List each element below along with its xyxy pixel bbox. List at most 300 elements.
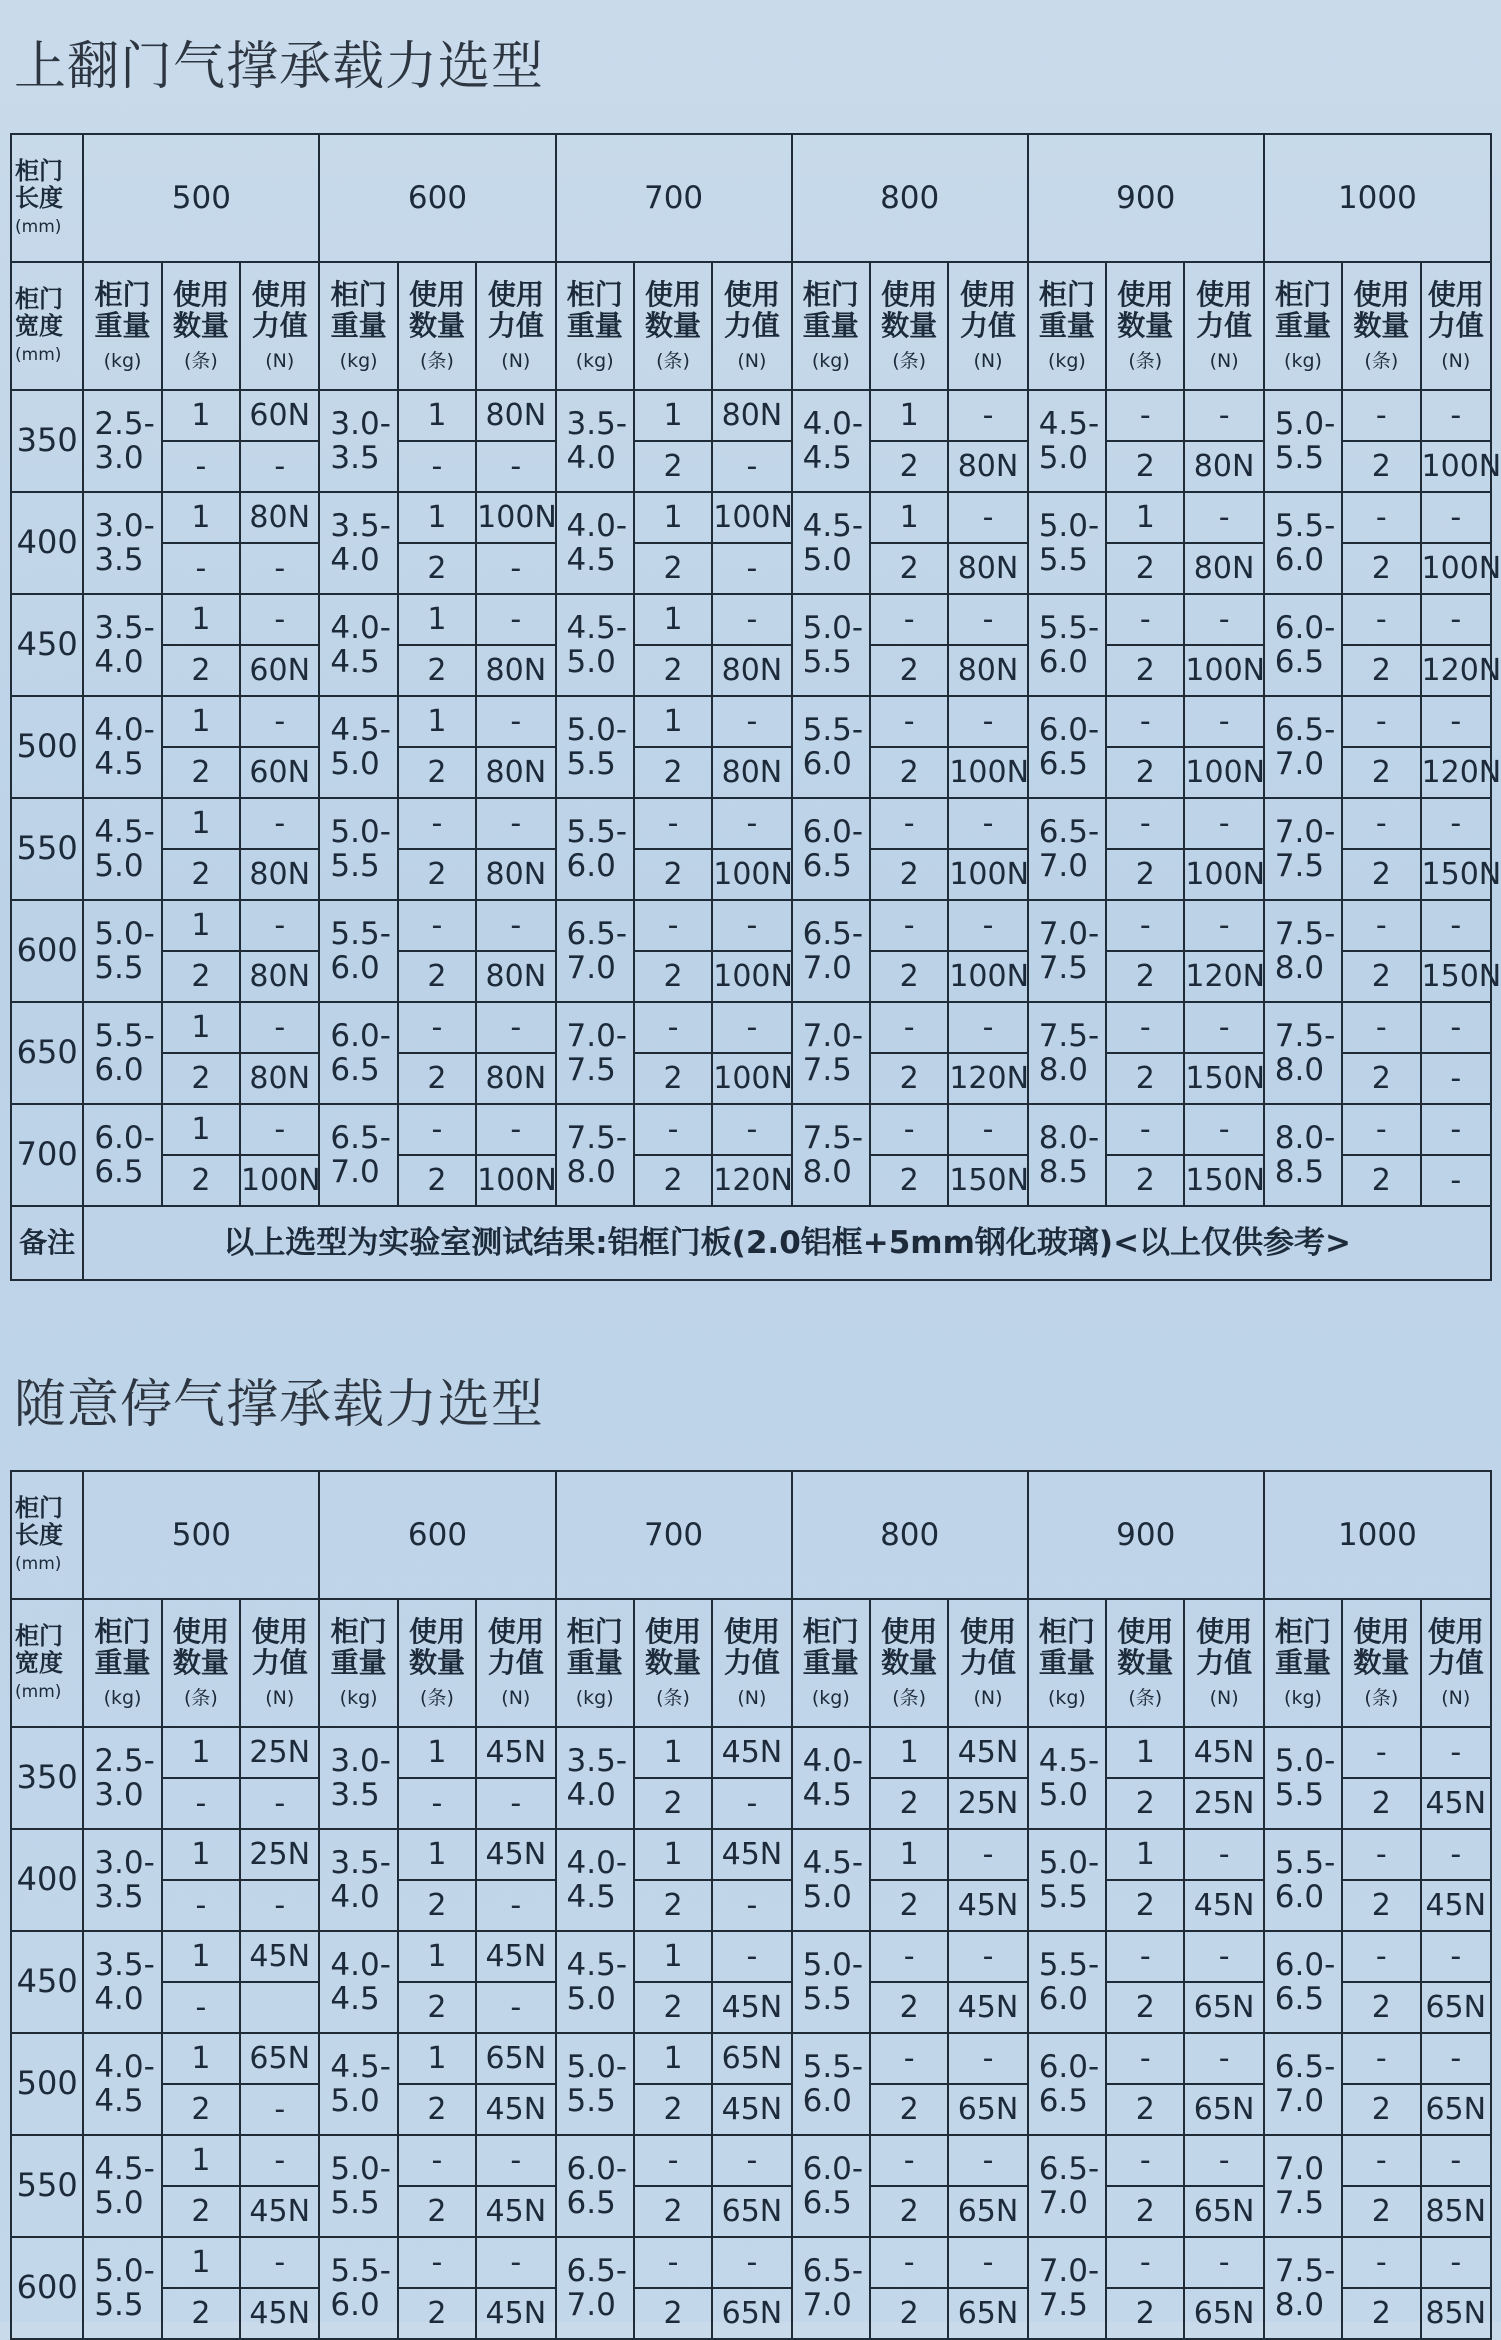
qty-double: 2 — [870, 849, 948, 900]
force-single: - — [1421, 1002, 1491, 1053]
data-row — [11, 2237, 1491, 2288]
sub-header-line1: 柜门 — [1038, 1614, 1095, 1648]
weight-range — [1028, 1931, 1106, 2033]
qty-double: 2 — [634, 2288, 712, 2339]
weight-max: 5.5 — [1274, 440, 1325, 476]
qty-single: - — [398, 900, 476, 951]
width-label-line: 宽度 — [15, 311, 63, 340]
force-single: - — [712, 696, 791, 747]
sub-header-line2: 重量 — [1274, 309, 1331, 343]
sub-header-line1: 使用 — [1427, 1614, 1484, 1648]
sub-header-cell — [634, 1599, 712, 1727]
weight-min: 3.5- — [94, 609, 155, 646]
weight-range — [792, 1829, 870, 1931]
length-value: 1000 — [1264, 1471, 1491, 1599]
force-single: - — [1421, 2237, 1491, 2288]
width-label-line: 柜门 — [15, 1621, 63, 1650]
qty-single: 1 — [398, 390, 476, 441]
sub-header-line2: 数量 — [172, 309, 229, 343]
sub-header-cell — [1106, 262, 1184, 390]
sub-header-cell — [1342, 262, 1420, 390]
weight-min: 2.5- — [94, 405, 155, 442]
force-double: 150N — [1184, 1155, 1263, 1206]
weight-range — [83, 2135, 161, 2237]
weight-range — [1264, 900, 1342, 1002]
weight-range — [792, 492, 870, 594]
force-single: - — [1184, 2237, 1263, 2288]
qty-single: 1 — [870, 492, 948, 543]
weight-min: 6.5- — [1038, 813, 1100, 850]
weight-min: 7.0 — [1274, 2150, 1325, 2187]
weight-min: 5.0- — [802, 1946, 864, 1983]
qty-single: - — [1342, 492, 1420, 543]
weight-range — [1028, 798, 1106, 900]
weight-range — [556, 696, 634, 798]
force-double: 80N — [948, 441, 1027, 492]
weight-min: 6.0- — [1038, 2048, 1100, 2085]
qty-single: - — [1342, 1002, 1420, 1053]
qty-double: 2 — [870, 1053, 948, 1104]
weight-min: 4.5- — [94, 813, 155, 850]
qty-double: 2 — [634, 849, 712, 900]
sub-header-line1: 柜门 — [566, 1614, 623, 1648]
weight-range — [83, 696, 161, 798]
qty-double: 2 — [634, 1982, 712, 2033]
force-double: 80N — [476, 1053, 555, 1104]
weight-min: 3.0- — [94, 1844, 155, 1881]
qty-double: 2 — [870, 2084, 948, 2135]
length-value: 700 — [556, 1471, 792, 1599]
force-double: 80N — [476, 747, 555, 798]
weight-range — [83, 1002, 161, 1104]
width-value: 600 — [11, 2237, 83, 2339]
data-row — [11, 390, 1491, 441]
weight-max: 8.0 — [1038, 1052, 1089, 1088]
weight-max: 5.5 — [566, 2083, 616, 2119]
force-double: 100N — [1184, 747, 1263, 798]
sub-header-line2: 力值 — [960, 309, 1017, 343]
qty-double: 2 — [1106, 2084, 1184, 2135]
length-label-line: 长度 — [15, 1520, 63, 1549]
sub-header-line2: 重量 — [802, 309, 859, 343]
qty-double: 2 — [162, 1155, 240, 1206]
weight-max: 8.0 — [802, 1154, 852, 1190]
sub-header-cell — [1184, 262, 1263, 390]
qty-double: 2 — [398, 543, 476, 594]
weight-min: 7.5- — [802, 1119, 864, 1156]
sub-header-unit: (条) — [656, 1686, 690, 1709]
qty-single: 1 — [398, 1727, 476, 1778]
force-double: 80N — [476, 645, 555, 696]
sub-header-unit: (kg) — [1284, 349, 1322, 372]
weight-max: 7.0 — [802, 2287, 852, 2323]
weight-range — [83, 1829, 161, 1931]
sub-header-unit: (条) — [1128, 1686, 1163, 1709]
weight-max: 4.5 — [802, 1777, 852, 1813]
weight-max: 5.5 — [330, 848, 380, 884]
sub-header-line1: 使用 — [1196, 277, 1253, 311]
qty-single: - — [1342, 798, 1420, 849]
sub-header-unit: (N) — [1441, 349, 1471, 372]
weight-max: 6.0 — [1038, 1981, 1089, 2017]
weight-max: 5.0 — [330, 746, 380, 782]
force-single: 25N — [240, 1829, 319, 1880]
force-single: - — [948, 2135, 1027, 2186]
weight-range — [83, 492, 161, 594]
force-single: - — [476, 798, 555, 849]
length-value: 1000 — [1264, 134, 1491, 262]
weight-range — [83, 594, 161, 696]
section-title-free-stop: 随意停气撑承载力选型 — [14, 1375, 545, 1435]
sub-header-line2: 力值 — [723, 1646, 780, 1680]
force-double: 45N — [476, 2288, 555, 2339]
qty-single: - — [1342, 1727, 1420, 1778]
weight-min: 6.5- — [330, 1119, 391, 1156]
weight-max: 8.5 — [1038, 1154, 1089, 1190]
weight-range — [1028, 1002, 1106, 1104]
force-double: - — [240, 1880, 319, 1931]
weight-range — [556, 900, 634, 1002]
qty-double: 2 — [634, 1053, 712, 1104]
weight-max: 7.0 — [330, 1154, 380, 1190]
sub-header-line1: 柜门 — [94, 277, 151, 311]
weight-max: 7.0 — [1274, 746, 1325, 782]
weight-max: 7.5 — [1274, 2185, 1325, 2221]
qty-double: 2 — [1342, 1778, 1420, 1829]
force-double: 65N — [1421, 2084, 1491, 2135]
sub-header-line2: 力值 — [487, 309, 544, 343]
force-single: - — [240, 594, 319, 645]
force-double: 80N — [712, 747, 791, 798]
qty-single: 1 — [870, 1829, 948, 1880]
weight-max: 5.5 — [1038, 1879, 1089, 1915]
qty-double: 2 — [1342, 543, 1420, 594]
sub-header-cell — [712, 1599, 791, 1727]
qty-double: 2 — [1106, 747, 1184, 798]
force-single: - — [476, 900, 555, 951]
weight-min: 3.5- — [566, 1742, 628, 1779]
sub-header-line1: 柜门 — [1274, 277, 1331, 311]
weight-min: 6.0- — [802, 813, 864, 850]
sub-header-line1: 使用 — [408, 277, 465, 311]
sub-header-unit: (条) — [420, 1686, 454, 1709]
weight-min: 7.5- — [1274, 915, 1336, 952]
sub-header-line2: 重量 — [566, 309, 623, 343]
force-single: 45N — [476, 1727, 555, 1778]
weight-range — [556, 390, 634, 492]
weight-range — [792, 2135, 870, 2237]
weight-min: 5.5- — [566, 813, 628, 850]
force-single: - — [1184, 1931, 1263, 1982]
qty-single: - — [1106, 1002, 1184, 1053]
spec-table-top-flap — [10, 133, 1501, 1281]
sub-header-cell — [1106, 1599, 1184, 1727]
weight-range — [556, 2135, 634, 2237]
qty-single: 1 — [634, 594, 712, 645]
qty-single: 1 — [162, 2135, 240, 2186]
weight-min: 3.0- — [330, 405, 391, 442]
width-value: 500 — [11, 2033, 83, 2135]
qty-single: - — [870, 900, 948, 951]
force-double: 65N — [1421, 1982, 1491, 2033]
force-double: 100N — [948, 849, 1027, 900]
force-single: - — [1421, 900, 1491, 951]
weight-min: 2.5- — [94, 1742, 155, 1779]
qty-double: 2 — [398, 645, 476, 696]
qty-single: - — [1342, 900, 1420, 951]
force-single: - — [1421, 390, 1491, 441]
force-double: - — [712, 1880, 791, 1931]
qty-single: 1 — [870, 390, 948, 441]
qty-double: 2 — [1342, 441, 1420, 492]
qty-double: 2 — [398, 849, 476, 900]
weight-max: 5.0 — [94, 2185, 144, 2221]
data-row — [11, 798, 1491, 849]
weight-max: 4.0 — [566, 440, 616, 476]
sub-header-unit: (N) — [1441, 1686, 1471, 1709]
weight-range — [792, 2033, 870, 2135]
weight-min: 6.5- — [1274, 2048, 1336, 2085]
qty-double: 2 — [634, 1155, 712, 1206]
qty-double: - — [162, 1982, 240, 2033]
weight-min: 5.0- — [94, 2252, 155, 2289]
sub-header-cell — [948, 262, 1027, 390]
weight-min: 7.0- — [802, 1017, 864, 1054]
weight-max: 6.0 — [1038, 644, 1089, 680]
weight-range — [1264, 1931, 1342, 2033]
sub-header-line1: 柜门 — [1038, 277, 1095, 311]
weight-max: 5.5 — [1274, 1777, 1325, 1813]
weight-max: 5.0 — [94, 848, 144, 884]
force-double: 65N — [948, 2186, 1027, 2237]
force-single: - — [712, 2135, 791, 2186]
qty-single: 1 — [162, 390, 240, 441]
weight-min: 6.5- — [566, 915, 628, 952]
weight-range — [1028, 1727, 1106, 1829]
force-single: - — [1184, 1104, 1263, 1155]
force-double: 45N — [1421, 1778, 1491, 1829]
weight-max: 5.0 — [1038, 440, 1089, 476]
sub-header-unit: (N) — [973, 1686, 1003, 1709]
qty-double: 2 — [1106, 1155, 1184, 1206]
weight-range — [83, 1727, 161, 1829]
qty-double: 2 — [634, 951, 712, 1002]
weight-range — [1264, 1002, 1342, 1104]
sub-header-cell — [398, 1599, 476, 1727]
sub-header-line1: 使用 — [1427, 277, 1484, 311]
sub-header-cell — [1028, 262, 1106, 390]
length-value: 700 — [556, 134, 792, 262]
force-double: 100N — [712, 849, 791, 900]
weight-range — [1264, 2033, 1342, 2135]
sub-header-unit: (kg) — [575, 349, 614, 372]
qty-single: - — [1106, 798, 1184, 849]
weight-min: 4.0- — [330, 1946, 391, 1983]
sub-header-unit: (条) — [656, 349, 690, 372]
qty-single: 1 — [1106, 1727, 1184, 1778]
width-value: 450 — [11, 1931, 83, 2033]
weight-range — [319, 696, 397, 798]
qty-single: - — [1106, 2135, 1184, 2186]
force-single: 80N — [712, 390, 791, 441]
force-double: - — [476, 543, 555, 594]
weight-max: 6.5 — [330, 1052, 380, 1088]
qty-single: 1 — [162, 1829, 240, 1880]
qty-single: 1 — [398, 2033, 476, 2084]
sub-header-line2: 数量 — [1117, 309, 1174, 343]
force-single: - — [948, 1104, 1027, 1155]
length-value: 800 — [792, 1471, 1028, 1599]
weight-range — [319, 2237, 397, 2339]
weight-max: 3.0 — [94, 440, 144, 476]
weight-min: 4.5- — [566, 1946, 628, 1983]
force-double: - — [712, 1778, 791, 1829]
qty-double: 2 — [1342, 2084, 1420, 2135]
weight-range — [319, 1829, 397, 1931]
weight-max: 4.5 — [94, 2083, 144, 2119]
weight-range — [83, 390, 161, 492]
weight-min: 5.5- — [802, 711, 864, 748]
weight-range — [792, 390, 870, 492]
force-double: 100N — [712, 1053, 791, 1104]
weight-min: 8.0- — [1038, 1119, 1100, 1156]
force-double: 45N — [476, 2084, 555, 2135]
weight-range — [319, 492, 397, 594]
force-double: 65N — [1184, 2288, 1263, 2339]
weight-range — [1028, 1829, 1106, 1931]
weight-range — [556, 492, 634, 594]
sub-header-unit: (N) — [1209, 349, 1239, 372]
force-double: 100N — [1421, 543, 1491, 594]
sub-header-line1: 使用 — [408, 1614, 465, 1648]
qty-single: 1 — [162, 1727, 240, 1778]
weight-range — [319, 594, 397, 696]
weight-min: 4.5- — [330, 2048, 391, 2085]
data-row — [11, 1727, 1491, 1778]
sub-header-cell — [83, 1599, 161, 1727]
weight-min: 6.0- — [1274, 609, 1336, 646]
force-double: 45N — [1421, 1880, 1491, 1931]
sub-header-line1: 柜门 — [1274, 1614, 1331, 1648]
qty-single: - — [634, 900, 712, 951]
weight-min: 4.5- — [802, 1844, 864, 1881]
weight-max: 4.5 — [94, 746, 144, 782]
sub-header-unit: (条) — [892, 1686, 927, 1709]
force-double: 80N — [712, 645, 791, 696]
weight-min: 3.5- — [330, 1844, 391, 1881]
weight-max: 8.0 — [1274, 1052, 1325, 1088]
force-single: - — [948, 1002, 1027, 1053]
force-double: 65N — [948, 2084, 1027, 2135]
sub-header-line2: 力值 — [251, 1646, 308, 1680]
weight-range — [1264, 492, 1342, 594]
qty-double: 2 — [1106, 645, 1184, 696]
weight-min: 7.5- — [1274, 1017, 1336, 1054]
force-double: 45N — [1184, 1880, 1263, 1931]
weight-range — [83, 1104, 161, 1206]
qty-double: 2 — [398, 1155, 476, 1206]
weight-range — [556, 594, 634, 696]
sub-header-cell — [398, 262, 476, 390]
weight-min: 5.5- — [802, 2048, 864, 2085]
sub-header-line2: 重量 — [1038, 309, 1095, 343]
qty-single: - — [870, 1931, 948, 1982]
qty-single: - — [1342, 1104, 1420, 1155]
force-double: 100N — [1184, 645, 1263, 696]
weight-min: 4.0- — [802, 405, 864, 442]
qty-single: - — [398, 2237, 476, 2288]
qty-double: 2 — [1106, 1880, 1184, 1931]
force-double: 85N — [1421, 2288, 1491, 2339]
force-single: - — [1184, 900, 1263, 951]
data-row — [11, 492, 1491, 543]
weight-range — [83, 798, 161, 900]
force-double: - — [1421, 1053, 1491, 1104]
sub-header-row — [11, 262, 1491, 390]
sub-header-cell — [162, 262, 240, 390]
sub-header-line2: 重量 — [566, 1646, 623, 1680]
sub-header-unit: (kg) — [575, 1686, 614, 1709]
sub-header-unit: (条) — [183, 349, 218, 372]
qty-double: 2 — [634, 2084, 712, 2135]
weight-min: 7.5- — [1274, 2252, 1336, 2289]
sub-header-line2: 力值 — [1427, 1646, 1484, 1680]
qty-single: - — [634, 1104, 712, 1155]
force-single: - — [1421, 2135, 1491, 2186]
weight-min: 4.5- — [1038, 1742, 1100, 1779]
force-single: - — [1184, 696, 1263, 747]
force-single: - — [240, 2135, 319, 2186]
weight-range — [1264, 594, 1342, 696]
weight-min: 6.0- — [330, 1017, 391, 1054]
force-single: - — [1421, 798, 1491, 849]
weight-min: 5.0- — [94, 915, 155, 952]
qty-double: - — [398, 441, 476, 492]
sub-header-cell — [319, 1599, 397, 1727]
sub-header-cell — [556, 262, 634, 390]
weight-max: 4.0 — [566, 1777, 616, 1813]
qty-single: - — [634, 2237, 712, 2288]
weight-max: 7.0 — [1274, 2083, 1325, 2119]
weight-max: 3.5 — [330, 440, 380, 476]
width-value: 600 — [11, 900, 83, 1002]
sub-header-cell — [948, 1599, 1027, 1727]
weight-min: 4.5- — [802, 507, 864, 544]
sub-header-line2: 数量 — [1353, 309, 1410, 343]
weight-max: 3.5 — [94, 1879, 144, 1915]
force-single: - — [476, 2135, 555, 2186]
weight-max: 4.5 — [566, 542, 616, 578]
weight-max: 7.0 — [1038, 2185, 1089, 2221]
sub-header-cell — [1264, 1599, 1342, 1727]
sub-header-unit: (N) — [1209, 1686, 1239, 1709]
qty-single: - — [1342, 2237, 1420, 2288]
force-single: - — [1421, 1829, 1491, 1880]
qty-double: 2 — [1342, 1155, 1420, 1206]
force-double: 100N — [948, 951, 1027, 1002]
weight-max: 8.0 — [566, 1154, 616, 1190]
force-double: - — [712, 543, 791, 594]
sub-header-cell — [83, 262, 161, 390]
qty-single: - — [1106, 390, 1184, 441]
force-single: 100N — [476, 492, 555, 543]
force-double: 100N — [1184, 849, 1263, 900]
sub-header-line1: 柜门 — [330, 1614, 387, 1648]
qty-double: 2 — [870, 747, 948, 798]
weight-range — [319, 1104, 397, 1206]
data-row — [11, 1002, 1491, 1053]
qty-double: 2 — [634, 747, 712, 798]
